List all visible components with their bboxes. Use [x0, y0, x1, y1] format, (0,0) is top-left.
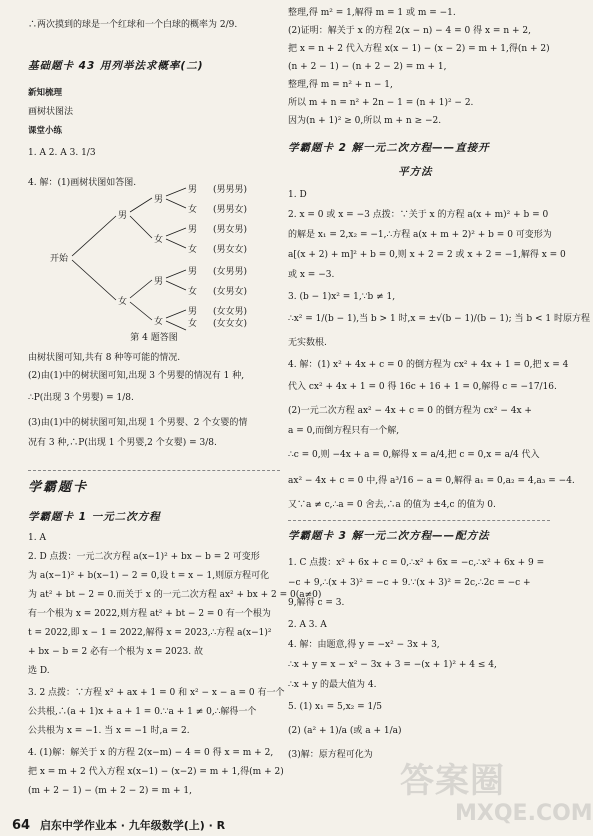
text-line: 选 D.: [28, 666, 50, 676]
watermark-logo: 答案圈: [400, 761, 505, 801]
text-line: ∴x² = 1/(b − 1),当 b > 1 时,x = ±√(b − 1)/(b − 1); 当 b < 1 时原方程: [288, 314, 590, 324]
section-heading: 学霸题卡 2 解一元二次方程——直接开: [288, 142, 490, 154]
tree-level3-girl: 女: [188, 205, 198, 215]
text-line: 有一个根为 x = 2022,则方程 at² + bt − 2 = 0 有一个根为: [28, 609, 271, 619]
tree-level2-boy: 男: [154, 277, 164, 287]
text-line: 整理,得 m² = 1,解得 m = 1 或 m = −1.: [288, 8, 456, 18]
text-line: 况有 3 种,∴P(出现 1 个男婴,2 个女婴) = 3/8.: [28, 438, 217, 448]
tree-level3-girl: 女: [188, 319, 198, 329]
text-line: (3)解：原方程可化为: [288, 750, 373, 760]
text-line: 1. A: [28, 533, 46, 543]
text-line: 3. (b − 1)x² = 1,∵b ≠ 1,: [288, 292, 396, 302]
tree-outcome: (女男男): [213, 267, 248, 277]
text-line: ∴P(出现 3 个男婴) = 1/8.: [28, 393, 134, 403]
text-line: 公共根,∴(a + 1)x + a + 1 = 0.∵a + 1 ≠ 0,∴解得一个: [28, 707, 257, 717]
text-line: 4. 解：(1)画树状图如答图.: [28, 178, 137, 188]
text-line: 2. A 3. A: [288, 620, 327, 630]
tree-level3-boy: 男: [188, 185, 198, 195]
sub-heading: 课堂小练: [28, 126, 63, 136]
text-line: 为 at² + bt − 2 = 0.而关于 x 的一元二次方程 ax² + bx + 2 = 0(a≠0): [28, 590, 322, 600]
tree-level3-boy: 男: [188, 267, 198, 277]
text-line: 3. 2 点拨：∵方程 x² + ax + 1 = 0 和 x² − x − a = 0 有一个: [28, 688, 285, 698]
text-line: 把 x = m + 2 代入方程 x(x−1) − (x−2) = m + 1,得(m + 2): [28, 767, 284, 777]
tree-level3-girl: 女: [188, 287, 198, 297]
text-line: 9,解得 c = 3.: [288, 598, 345, 608]
text-line: ∴x + y 的最大值为 4.: [288, 680, 377, 690]
page-footer: [12, 818, 225, 834]
tree-level2-girl: 女: [154, 235, 164, 245]
tree-level1-boy: 男: [118, 211, 128, 221]
text-line: 1. C 点拨：x² + 6x + c = 0,∴x² + 6x = −c,∴x² + 6x + 9 =: [288, 558, 545, 568]
text-line: a[(x + 2) + m]² + b = 0,则 x + 2 = 2 或 x + 2 = −1,解得 x = 0: [288, 250, 566, 260]
text-line: 的解是 x₁ = 2,x₂ = −1,∴方程 a(x + m + 2)² + b = 0 可变形为: [288, 230, 552, 240]
tree-level3-boy: 男: [188, 225, 198, 235]
tree-diagram: [48, 185, 268, 329]
tree-level2-girl: 女: [154, 317, 164, 327]
section-heading: 学霸题卡 3 解一元二次方程——配方法: [288, 530, 490, 542]
text-line: 无实数根.: [288, 338, 327, 348]
text-line: 画树状图法: [28, 107, 74, 117]
text-line: 2. x = 0 或 x = −3 点拨：∵关于 x 的方程 a(x + m)² + b = 0: [288, 210, 549, 220]
tree-outcome: (男女女): [213, 245, 248, 255]
tree-root: 开始: [50, 254, 69, 264]
text-line: 整理,得 m = n² + n − 1,: [288, 80, 393, 90]
section-title: 学霸题卡: [28, 480, 89, 495]
text-line: 4. (1)解：解关于 x 的方程 2(x−m) − 4 = 0 得 x = m + 2,: [28, 748, 274, 758]
watermark-url: MXQE.COM: [455, 801, 593, 826]
text-line: 所以 m + n = n² + 2n − 1 = (n + 1)² − 2.: [288, 98, 474, 108]
sub-heading: 新知梳理: [28, 88, 63, 98]
text-line: 因为(n + 1)² ≥ 0,所以 m + n ≥ −2.: [288, 116, 442, 126]
book-title: 启东中学作业本 · 九年级数学(上) · R: [39, 819, 226, 832]
text-line: 又∵a ≠ c,∴a = 0 舍去,∴a 的值为 ±4,c 的值为 0.: [288, 500, 496, 510]
text-line: ∴两次摸到的球是一个红球和一个白球的概率为 2/9.: [28, 20, 238, 30]
tree-outcome: (男男男): [213, 185, 248, 195]
text-line: 2. D 点拨：一元二次方程 a(x−1)² + bx − b = 2 可变形: [28, 552, 260, 562]
text-line: 4. 解：(1) x² + 4x + c = 0 的倒方程为 cx² + 4x + 1 = 0,把 x = 4: [288, 360, 569, 370]
tree-level2-boy: 男: [154, 195, 164, 205]
tree-level3-girl: 女: [188, 245, 198, 255]
divider: [28, 470, 280, 471]
text-line: (3)由(1)中的树状图可知,出现 1 个男婴、2 个女婴的情: [28, 418, 248, 428]
text-line: (m + 2 − 1) − (m + 2 − 2) = m + 1,: [28, 786, 192, 796]
text-line: −c + 9,∴(x + 3)² = −c + 9.∵(x + 3)² = 2c,∴2c = −c +: [288, 578, 531, 588]
text-line: (2)由(1)中的树状图可知,出现 3 个男婴的情况有 1 种,: [28, 371, 245, 381]
text-line: 代入 cx² + 4x + 1 = 0 得 16c + 16 + 1 = 0,解得 c = −17/16.: [288, 382, 557, 392]
text-line: 为 a(x−1)² + b(x−1) − 2 = 0,设 t = x − 1,则原方程可化: [28, 571, 270, 581]
tree-outcome: (男男女): [213, 205, 248, 215]
text-line: 1. D: [288, 190, 307, 200]
tree-level3-boy: 男: [188, 307, 198, 317]
text-line: 4. 解：由题意,得 y = −x² − 3x + 3,: [288, 640, 440, 650]
text-line: 1. A 2. A 3. 1/3: [28, 148, 96, 158]
text-line: ∴c = 0,则 −4x + a = 0,解得 x = a/4,把 c = 0,x = a/4 代入: [288, 450, 540, 460]
text-line: 把 x = n + 2 代入方程 x(x − 1) − (x − 2) = m + 1,得(n + 2): [288, 44, 550, 54]
section-heading: 基础题卡 43 用列举法求概率(二): [28, 60, 204, 72]
text-line: (n + 2 − 1) − (n + 2 − 2) = m + 1,: [288, 62, 447, 72]
section-heading: 学霸题卡 1 一元二次方程: [28, 511, 161, 523]
tree-outcome: (女男女): [213, 287, 248, 297]
text-line: 5. (1) x₁ = 5,x₂ = 1/5: [288, 702, 383, 712]
tree-outcome: (女女男): [213, 307, 248, 317]
text-line: 由树状图可知,共有 8 种等可能的情况.: [28, 353, 181, 363]
tree-level1-girl: 女: [118, 297, 128, 307]
text-line: a = 0,而倒方程只有一个解,: [288, 426, 400, 436]
section-heading: 平方法: [398, 166, 433, 178]
text-line: + bx − b = 2 必有一个根为 x = 2023. 故: [28, 647, 203, 657]
figure-caption: 第 4 题答图: [130, 333, 178, 343]
page-number: 64: [12, 818, 31, 833]
text-line: 或 x = −3.: [288, 270, 335, 280]
text-line: 公共根为 x = −1. 当 x = −1 时,a = 2.: [28, 726, 190, 736]
text-line: ax² − 4x + c = 0 中,得 a³/16 − a = 0,解得 a₁ = 0,a₂ = 4,a₃ = −4.: [288, 476, 575, 486]
divider: [288, 520, 550, 521]
text-line: (2) (a² + 1)/a (或 a + 1/a): [288, 726, 402, 736]
text-line: (2)一元二次方程 ax² − 4x + c = 0 的倒方程为 cx² − 4x +: [288, 406, 532, 416]
text-line: (2)证明：解关于 x 的方程 2(x − n) − 4 = 0 得 x = n + 2,: [288, 26, 531, 36]
text-line: ∴x + y = x − x² − 3x + 3 = −(x + 1)² + 4 ≤ 4,: [288, 660, 497, 670]
tree-outcome: (女女女): [213, 319, 248, 329]
tree-outcome: (男女男): [213, 225, 248, 235]
text-line: t = 2022,即 x − 1 = 2022,解得 x = 2023,∴方程 a(x−1)²: [28, 628, 272, 638]
